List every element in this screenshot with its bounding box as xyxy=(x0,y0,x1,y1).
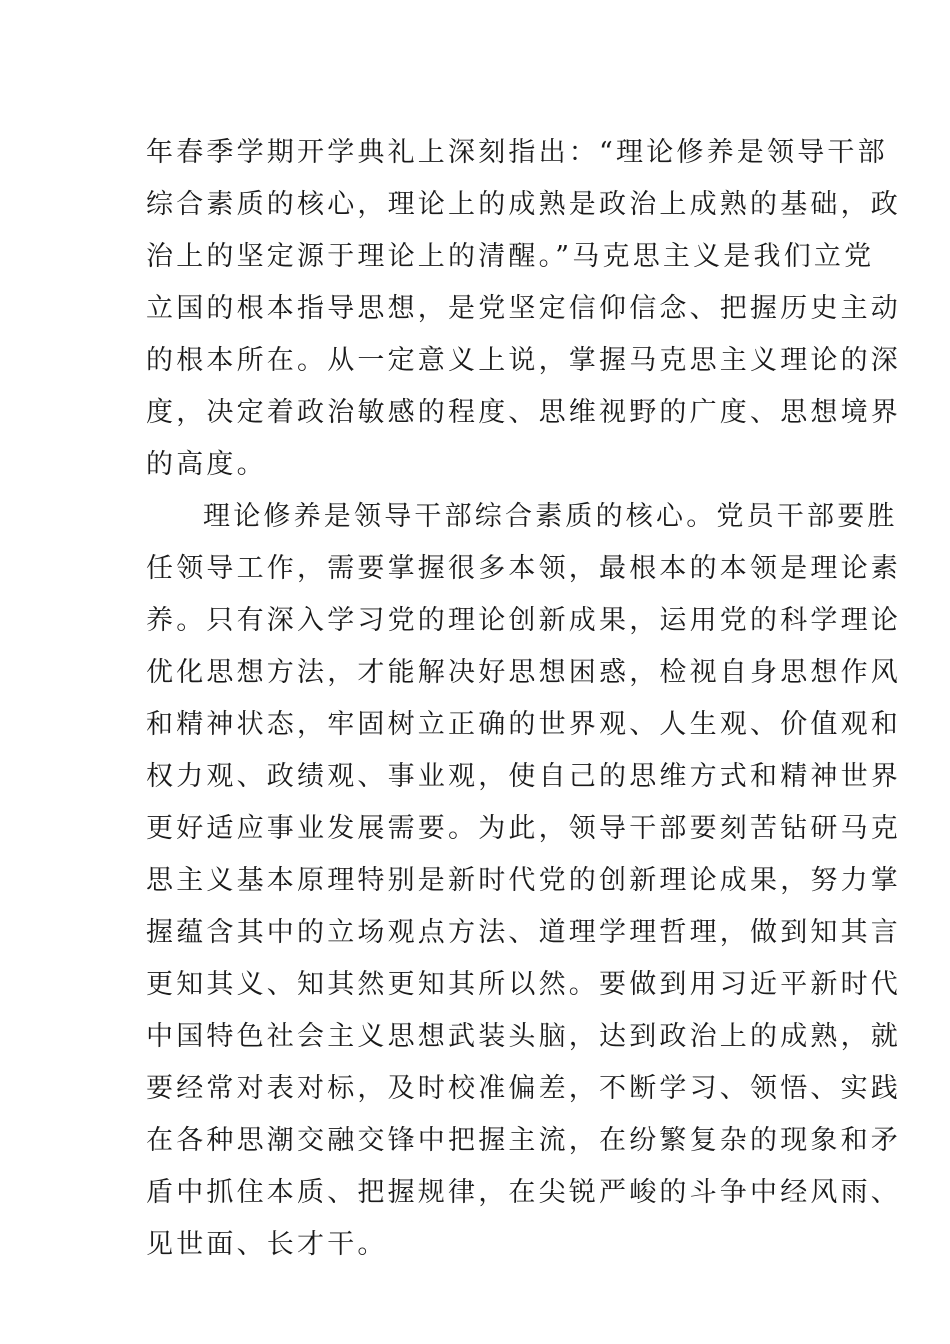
text-line: 立国的根本指导思想，是党坚定信仰信念、把握历史主动 xyxy=(146,293,901,324)
text-line: 中国特色社会主义思想武装头脑，达到政治上的成熟，就 xyxy=(146,1021,901,1052)
text-line: 和精神状态，牢固树立正确的世界观、人生观、价值观和 xyxy=(146,709,901,740)
text-line: 见世面、长才干。 xyxy=(146,1229,388,1260)
text-line: 更好适应事业发展需要。为此，领导干部要刻苦钻研马克 xyxy=(146,813,901,844)
paragraph-1 xyxy=(146,127,901,491)
text-line: 年春季学期开学典礼上深刻指出：“理论修养是领导干部 xyxy=(146,137,888,168)
text-line: 盾中抓住本质、把握规律，在尖锐严峻的斗争中经风雨、 xyxy=(146,1177,901,1208)
text-line: 养。只有深入学习党的理论创新成果，运用党的科学理论 xyxy=(146,605,901,636)
text-line: 理论修养是领导干部综合素质的核心。党员干部要胜 xyxy=(203,501,898,532)
text-line: 思主义基本原理特别是新时代党的创新理论成果，努力掌 xyxy=(146,865,901,896)
text-line: 优化思想方法，才能解决好思想困惑，检视自身思想作风 xyxy=(146,657,901,688)
text-line: 权力观、政绩观、事业观，使自己的思维方式和精神世界 xyxy=(146,761,901,792)
text-line: 要经常对表对标，及时校准偏差，不断学习、领悟、实践 xyxy=(146,1073,901,1104)
text-line: 的高度。 xyxy=(146,449,267,480)
text-line: 度，决定着政治敏感的程度、思维视野的广度、思想境界 xyxy=(146,397,901,428)
text-line: 任领导工作，需要掌握很多本领，最根本的本领是理论素 xyxy=(146,553,901,584)
text-line: 的根本所在。从一定意义上说，掌握马克思主义理论的深 xyxy=(146,345,901,376)
text-line: 治上的坚定源于理论上的清醒。”马克思主义是我们立党 xyxy=(146,241,875,272)
paragraph-2 xyxy=(146,491,901,1271)
text-line: 综合素质的核心，理论上的成熟是政治上成熟的基础，政 xyxy=(146,189,901,220)
text-line: 在各种思潮交融交锋中把握主流，在纷繁复杂的现象和矛 xyxy=(146,1125,901,1156)
text-line: 更知其义、知其然更知其所以然。要做到用习近平新时代 xyxy=(146,969,901,1000)
text-line: 握蕴含其中的立场观点方法、道理学理哲理，做到知其言 xyxy=(146,917,901,948)
